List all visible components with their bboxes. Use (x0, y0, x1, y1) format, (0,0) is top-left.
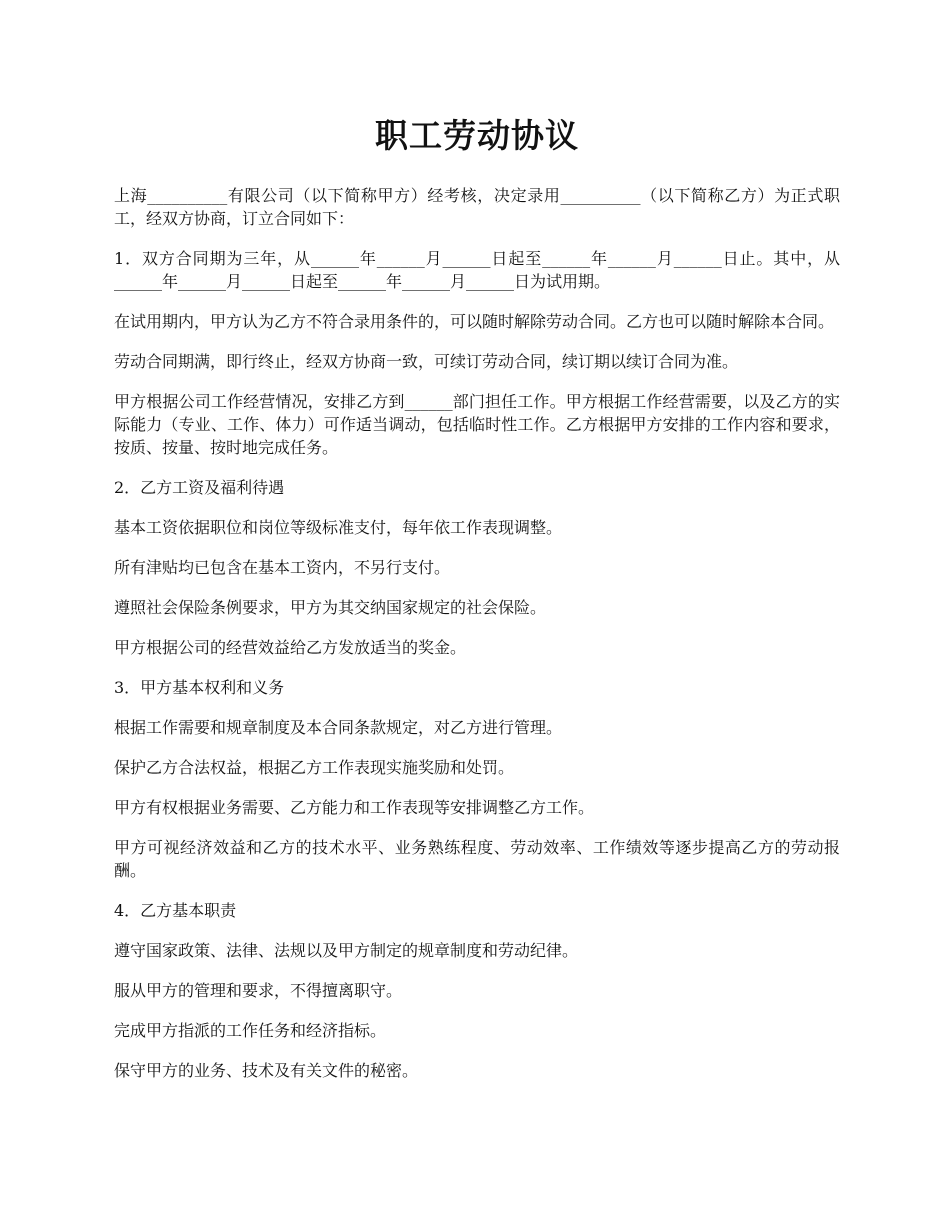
confidentiality-clause: 保守甲方的业务、技术及有关文件的秘密。 (114, 1061, 419, 1080)
bonus-clause: 甲方根据公司的经营效益给乙方发放适当的奖金。 (114, 638, 467, 657)
obedience-clause: 服从甲方的管理和要求，不得擅离职守。 (114, 981, 403, 1000)
allowance-clause: 所有津贴均已包含在基本工资内，不另行支付。 (114, 558, 451, 577)
section-heading-employee-duties: 4．乙方基本职责 (114, 901, 237, 920)
document-page (114, 112, 840, 1099)
management-clause: 根据工作需要和规章制度及本合同条款规定，对乙方进行管理。 (114, 718, 563, 737)
insurance-clause: 遵照社会保险条例要求，甲方为其交纳国家规定的社会保险。 (114, 598, 547, 617)
task-clause: 完成甲方指派的工作任务和经济指标。 (114, 1021, 387, 1040)
wage-clause: 基本工资依据职位和岗位等级标准支付，每年依工作表现调整。 (114, 518, 563, 537)
document-title: 职工劳动协议 (375, 116, 579, 155)
section-heading-wages: 2．乙方工资及福利待遇 (114, 478, 285, 497)
assignment-paragraph: 甲方根据公司工作经营情况，安排乙方到______部门担任工作。甲方根据工作经营需要，以及乙方的实际能力（专业、工作、体力）可作适当调动，包括临时性工作。乙方根据甲方安排的工作内容和要求，按质、按量、按时地完成任务。 (114, 392, 840, 457)
compliance-clause: 遵守国家政策、法律、法规以及甲方制定的规章制度和劳动纪律。 (114, 941, 579, 960)
contract-term-paragraph: 1．双方合同期为三年，从______年______月______日起至______年______月______日止。其中，从______年______月______日起至______年______月______日为试用期。 (114, 249, 840, 291)
intro-paragraph: 上海__________有限公司（以下简称甲方）经考核，决定录用__________（以下简称乙方）为正式职工，经双方协商，订立合同如下： (114, 186, 840, 228)
remuneration-clause: 甲方可视经济效益和乙方的技术水平、业务熟练程度、劳动效率、工作绩效等逐步提高乙方的劳动报酬。 (114, 838, 840, 880)
probation-paragraph: 在试用期内，甲方认为乙方不符合录用条件的，可以随时解除劳动合同。乙方也可以随时解除本合同。 (114, 312, 835, 331)
expiry-paragraph: 劳动合同期满，即行终止，经双方协商一致，可续订劳动合同，续订期以续订合同为准。 (114, 352, 739, 371)
section-heading-employer-rights: 3．甲方基本权利和义务 (114, 678, 285, 697)
adjustment-clause: 甲方有权根据业务需要、乙方能力和工作表现等安排调整乙方工作。 (114, 798, 595, 817)
protection-clause: 保护乙方合法权益，根据乙方工作表现实施奖励和处罚。 (114, 758, 515, 777)
